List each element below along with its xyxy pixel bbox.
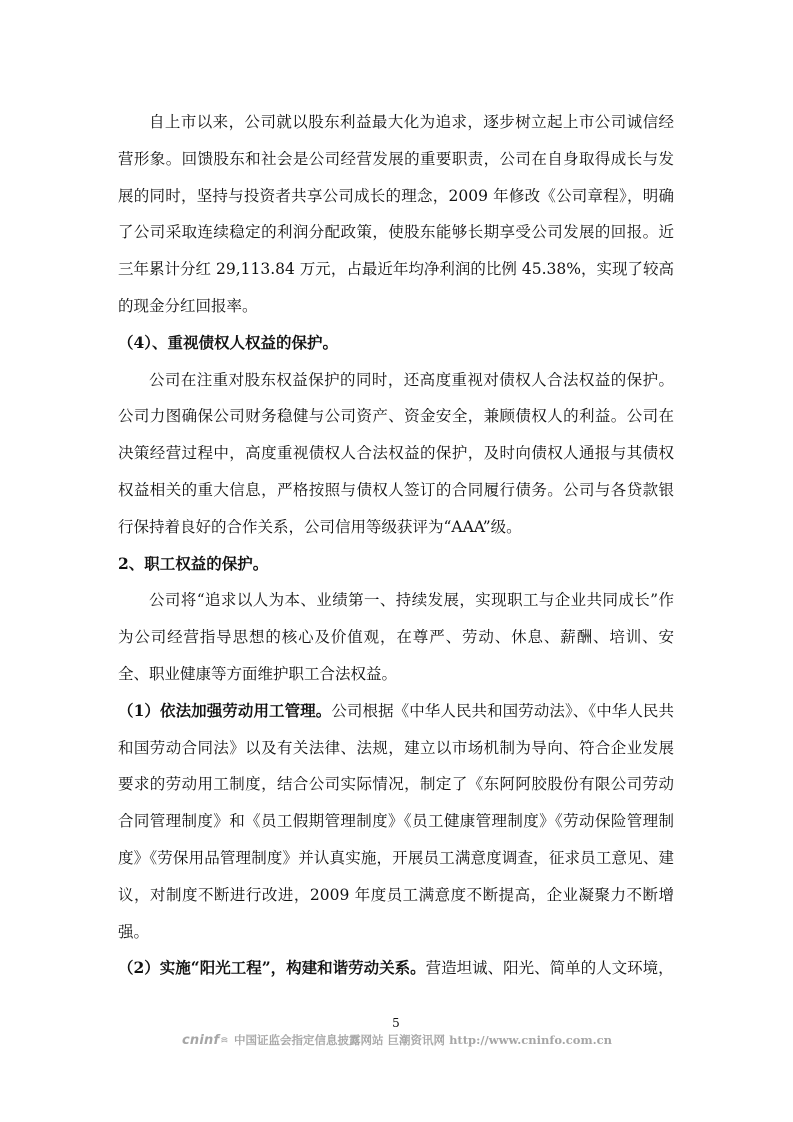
heading-creditor-rights: （4）、重视债权人权益的保护。 bbox=[118, 332, 339, 352]
footer-site-text: 中国证监会指定信息披露网站 巨潮资讯网 bbox=[234, 1033, 446, 1047]
cninfo-logo-text: cninf bbox=[182, 1032, 220, 1048]
cninfo-logo-icon bbox=[221, 1033, 228, 1047]
paragraph-creditor-rights: 公司在注重对股东权益保护的同时，还高度重视对债权人合法权益的保护。公司力图确保公司财务稳健与公司资产、资金安全，兼顾债权人的利益。公司在决策经营过程中，高度重视债权人合法权益的保护，及时向债权人通报与其债权权益相关的重大信息，严格按照与债权人签订的合同履行债务。公司与各贷款银行保持着良好的合作关系，公司信用等级获评为“AAA”级。 bbox=[118, 370, 674, 536]
page-footer bbox=[182, 1030, 612, 1050]
paragraph-employee-values: 公司将“追求以人为本、业绩第一、持续发展，实现职工与企业共同成长”作为公司经营指导思想的核心及价值观，在尊严、劳动、休息、薪酬、培训、安全、职业健康等方面维护职工合法权益。 bbox=[118, 591, 674, 683]
sunshine-project-body: 营造坦诚、阳光、简单的人文环境， bbox=[425, 959, 674, 978]
labor-management-body: 公司根据《中华人民共和国劳动法》、《中华人民共和国劳动合同法》以及有关法律、法规，建立以市场机制为导向、符合企业发展要求的劳动用工制度，结合公司实际情况，制定了《东阿阿胶股份有限公司劳动合同管理制度》和《员工假期管理制度》《员工健康管理制度》《劳动保险管理制度》《劳保用品管理制度》并认真实施，开展员工满意度调查，征求员工意见、建议，对制度不断进行改进，2009 年度员工满意度不断提高，企业凝聚力不断增强。 bbox=[118, 701, 674, 941]
footer-url-link[interactable]: http://www.cninfo.com.cn bbox=[449, 1033, 612, 1047]
page-number: 5 bbox=[392, 1016, 400, 1030]
paragraph-shareholder-returns: 自上市以来，公司就以股东利益最大化为追求，逐步树立起上市公司诚信经营形象。回馈股东和社会是公司经营发展的重要职责，公司在自身取得成长与发展的同时，坚持与投资者共享公司成长的理念，2009 年修改《公司章程》，明确了公司采取连续稳定的利润分配政策，使股东能够长期享受公司发展的回报。近三年累计分红 29,113.84 万元，占最近年均净利润的比例 45.38%，实现了较高的现金分红回报率。 bbox=[118, 113, 674, 315]
page-content bbox=[118, 104, 674, 987]
paragraph-labor-management bbox=[118, 693, 674, 951]
paragraph-sunshine-project bbox=[118, 950, 674, 987]
labor-management-lead: （1）依法加强劳动用工管理。 bbox=[118, 700, 332, 720]
heading-employee-rights: 2、职工权益的保护。 bbox=[118, 553, 269, 573]
sunshine-project-lead: （2）实施“阳光工程”，构建和谐劳动关系。 bbox=[118, 958, 426, 978]
